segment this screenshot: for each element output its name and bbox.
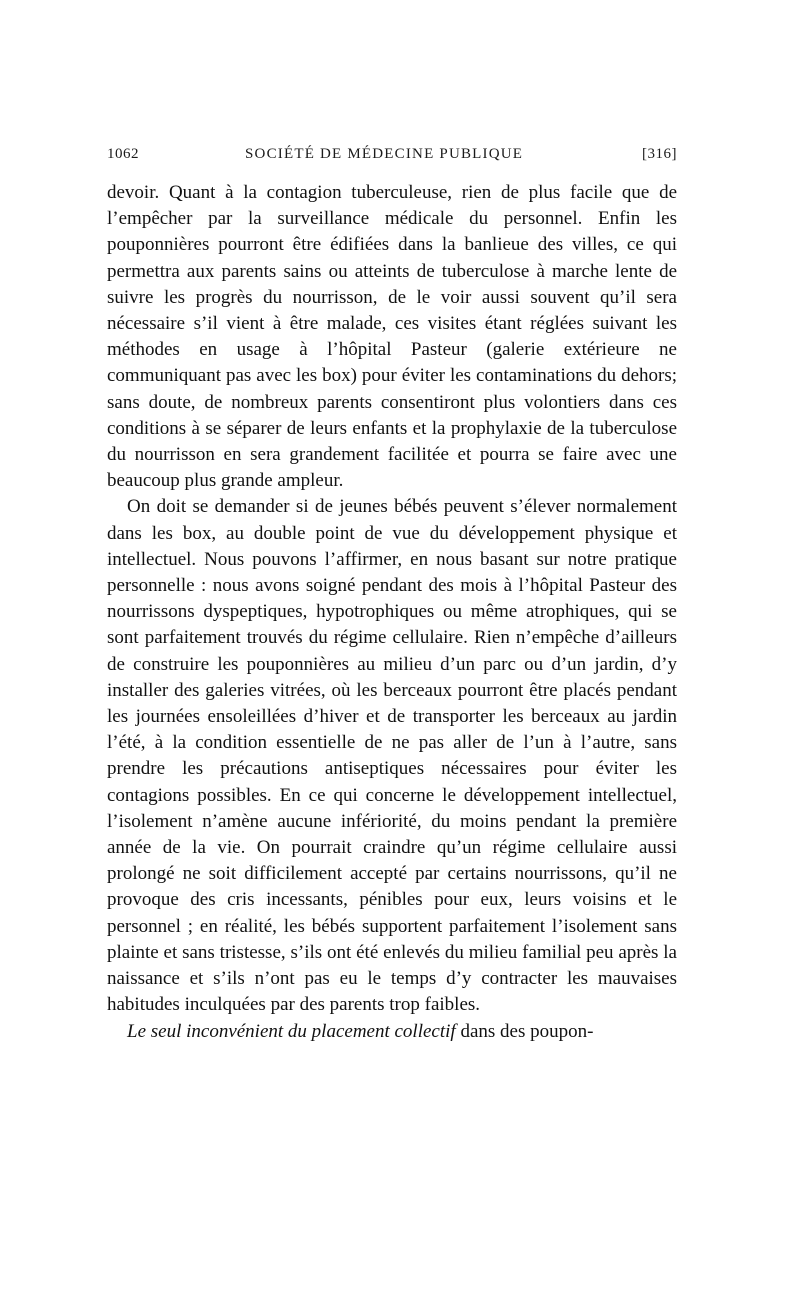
paragraph-placement-collectif [107, 1019, 677, 1045]
paragraph-continued: devoir. Quant à la contagion tuberculeuse, rien de plus facile que de l’empêcher par la surveillance médicale du personnel. Enfin les pouponnières pourront être édifiées dans la banlieue des villes, ce qui permettra aux parents sains ou atteints de tuberculose à marche lente de suivre les progrès du nourrisson, de le voir aussi souvent qu’il sera nécessaire s’il vient à être malade, ces visites étant réglées suivant les méthodes en usage à l’hôpital Pasteur (galerie extérieure ne communiquant pas avec les box) pour éviter les contaminations du dehors; sans doute, de nombreux parents consentiront plus volontiers dans ces conditions à se séparer de leurs enfants et la prophylaxie de la tuberculose du nourrisson en sera grandement facilitée et pourra se faire avec une beaucoup plus grande ampleur. [107, 182, 677, 492]
running-head [107, 146, 677, 166]
italic-phrase: Le seul inconvénient du placement collectif [127, 1020, 456, 1042]
bracket-page-number: [316] [642, 146, 677, 162]
body-text [107, 180, 677, 1045]
running-title: SOCIÉTÉ DE MÉDECINE PUBLIQUE [245, 146, 524, 162]
paragraph-tail: dans des poupon- [455, 1020, 594, 1042]
paragraph-box-development: On doit se demander si de jeunes bébés peuvent s’élever normalement dans les box, au double point de vue du développement physique et intellectuel. Nous pouvons l’affirmer, en nous basant sur notre pratique personnelle : nous avons soigné pendant des mois à l’hôpital Pasteur des nourrissons dyspeptiques, hypotrophiques ou même atrophiques, qui se sont parfaitement trouvés du régime cellulaire. Rien n’empêche d’ailleurs de construire les pouponnières au milieu d’un parc ou d’un jardin, d’y installer des galeries vitrées, où les berceaux pourront être placés pendant les journées ensoleillées d’hiver et de transporter les berceaux au jardin l’été, à la condition essentielle de ne pas aller de l’un à l’autre, sans prendre les précautions antiseptiques nécessaires pour éviter les contagions possibles. En ce qui concerne le développement intellectuel, l’isolement n’amène aucune infériorité, du moins pendant la première année de la vie. On pourrait craindre qu’un régime cellulaire aussi prolongé ne soit difficilement accepté par certains nourrissons, qu’il ne provoque des cris incessants, pénibles pour eux, leurs voisins et le personnel ; en réalité, les bébés supportent parfaitement l’isolement sans plainte et sans tristesse, s’ils ont été enlevés du milieu familial peu après la naissance et s’ils n’ont pas eu le temps d’y contracter les mauvaises habitudes inculquées par des parents trop faibles. [107, 496, 677, 1016]
page-number: 1062 [107, 146, 139, 162]
